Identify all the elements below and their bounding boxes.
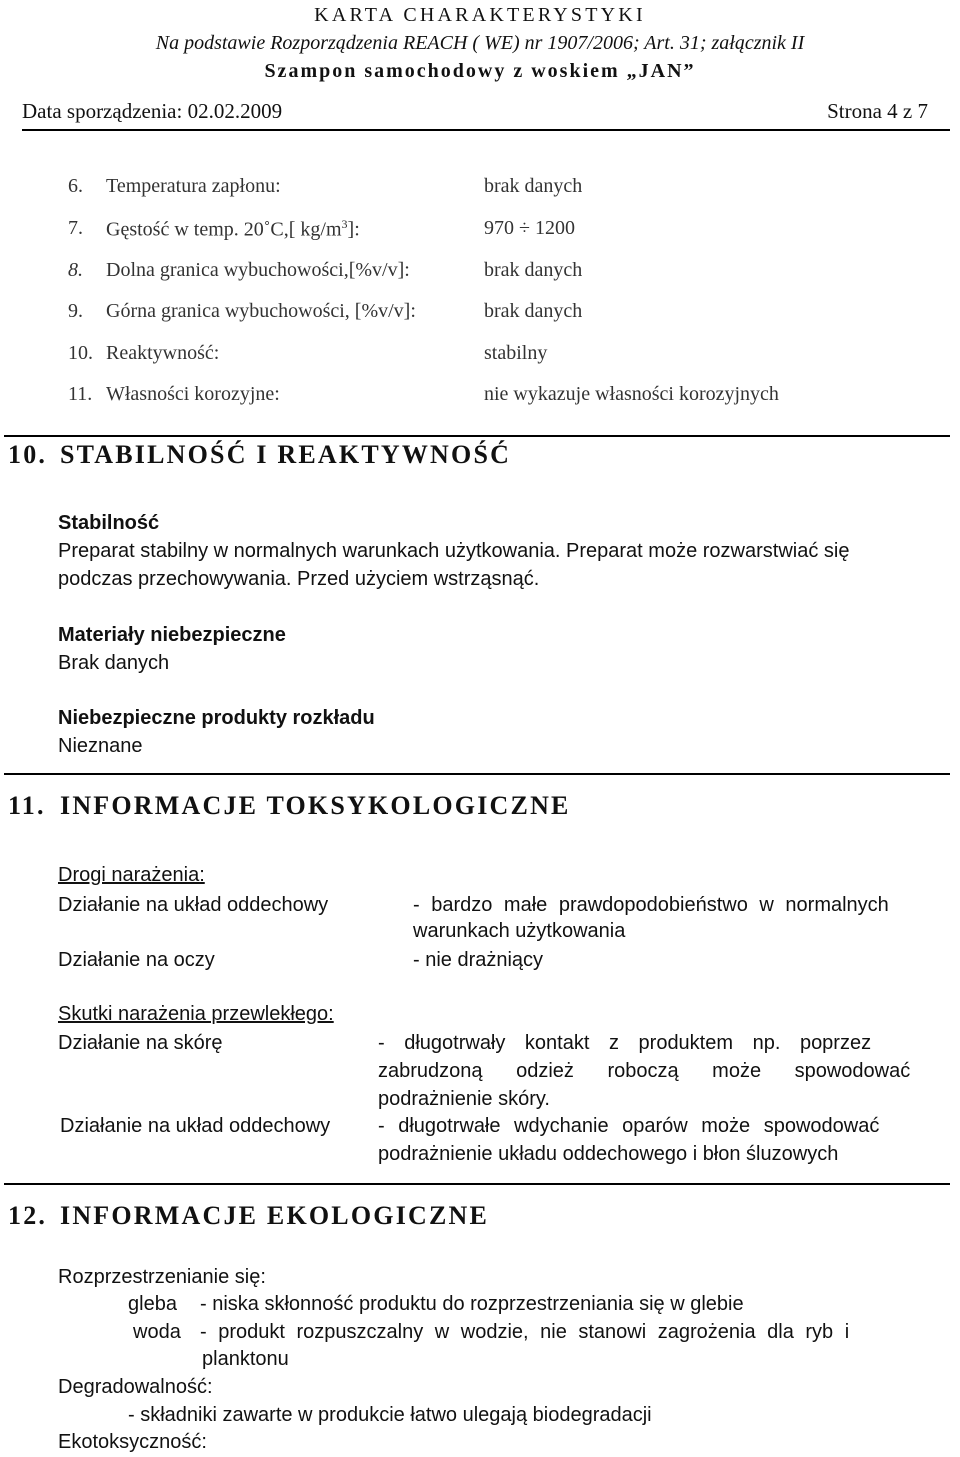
section-11-divider	[4, 773, 950, 775]
section-12-number: 12.	[8, 1201, 48, 1230]
property-number: 8.	[68, 259, 83, 281]
section-11-title: INFORMACJE TOKSYKOLOGICZNE	[60, 791, 571, 820]
header-divider	[22, 129, 950, 131]
property-value: brak danych	[484, 259, 583, 281]
property-label: Dolna granica wybuchowości,[%v/v]:	[106, 259, 410, 281]
degradability-value: - składniki zawarte w produkcie łatwo ulegają biodegradacji	[128, 1404, 652, 1426]
document-date: Data sporządzenia: 02.02.2009	[22, 99, 283, 123]
skin-value-line-2: zabrudzoną odzież roboczą może spowodować	[378, 1060, 911, 1082]
water-value-line-1: - produkt rozpuszczalny w wodzie, nie stanowi zagrożenia dla ryb i	[200, 1321, 850, 1343]
skin-value-line-1: - długotrwały kontakt z produktem np. poprzez	[378, 1032, 872, 1054]
chronic-exposure-heading: Skutki narażenia przewlekłego:	[58, 1003, 334, 1025]
eye-label: Działanie na oczy	[58, 949, 215, 971]
degradability-heading: Degradowalność:	[58, 1376, 213, 1398]
soil-label: gleba	[128, 1293, 177, 1315]
section-12-divider	[4, 1183, 950, 1185]
eye-value: - nie drażniący	[413, 949, 544, 971]
product-name: Szampon samochodowy z woskiem „JAN”	[264, 60, 696, 82]
materials-text: Brak danych	[58, 652, 170, 674]
respiratory-value-line-1: - bardzo małe prawdopodobieństwo w normalnych	[413, 894, 889, 916]
property-number: 11.	[68, 383, 93, 405]
respiratory-value-line-2: warunkach użytkowania	[413, 920, 626, 942]
property-label: Własności korozyjne:	[106, 383, 280, 405]
property-number: 10.	[68, 342, 93, 364]
section-11-number: 11.	[8, 791, 46, 820]
page-number: Strona 4 z 7	[827, 99, 928, 123]
water-label: woda	[133, 1321, 181, 1343]
spread-heading: Rozprzestrzenianie się:	[58, 1266, 266, 1288]
property-label: Gęstość w temp. 20˚C,[ $kg/m^3$]:	[106, 217, 360, 241]
property-label: Górna granica wybuchowości, [%v/v]:	[106, 300, 416, 322]
decomposition-text: Nieznane	[58, 735, 143, 757]
stability-text-line-2: podczas przechowywania. Przed użyciem wstrząsnąć.	[58, 568, 540, 590]
chronic-respiratory-label: Działanie na układ oddechowy	[60, 1115, 331, 1137]
stability-heading: Stabilność	[58, 512, 160, 534]
section-10-divider	[4, 435, 950, 437]
skin-label: Działanie na skórę	[58, 1032, 223, 1054]
property-value: 970 ÷ 1200	[484, 217, 575, 239]
section-12-title: INFORMACJE EKOLOGICZNE	[60, 1201, 490, 1230]
ecotoxicity-heading: Ekotoksyczność:	[58, 1431, 207, 1453]
stability-text-line-1: Preparat stabilny w normalnych warunkach użytkowania. Preparat może rozwarstwiać się	[58, 540, 850, 562]
chronic-respiratory-value-line-2: podrażnienie układu oddechowego i błon śluzowych	[378, 1143, 839, 1165]
decomposition-heading: Niebezpieczne produkty rozkładu	[58, 707, 375, 729]
property-number: 7.	[68, 217, 83, 239]
property-label: Temperatura zapłonu:	[106, 175, 281, 197]
property-value: brak danych	[484, 175, 583, 197]
soil-value: - niska skłonność produktu do rozprzestrzeniania się w glebie	[200, 1293, 744, 1315]
skin-value-line-3: podrażnienie skóry.	[378, 1088, 550, 1110]
section-10-title: STABILNOŚĆ I REAKTYWNOŚĆ	[60, 440, 512, 469]
document-title: KARTA CHARAKTERYSTYKI	[314, 4, 646, 26]
property-label: Reaktywność:	[106, 342, 220, 364]
respiratory-label: Działanie na układ oddechowy	[58, 894, 329, 916]
chronic-respiratory-value-line-1: - długotrwałe wdychanie oparów może spowodować	[378, 1115, 880, 1137]
property-number: 9.	[68, 300, 83, 322]
property-value: stabilny	[484, 342, 548, 364]
property-value: nie wykazuje własności korozyjnych	[484, 383, 779, 405]
property-number: 6.	[68, 175, 83, 197]
water-value-line-2: planktonu	[202, 1348, 289, 1370]
exposure-routes-heading: Drogi narażenia:	[58, 864, 205, 886]
property-value: brak danych	[484, 300, 583, 322]
materials-heading: Materiały niebezpieczne	[58, 624, 286, 646]
regulation-reference: Na podstawie Rozporządzenia REACH ( WE) nr 1907/2006; Art. 31; załącznik II	[155, 32, 805, 54]
section-10-number: 10.	[8, 440, 48, 469]
